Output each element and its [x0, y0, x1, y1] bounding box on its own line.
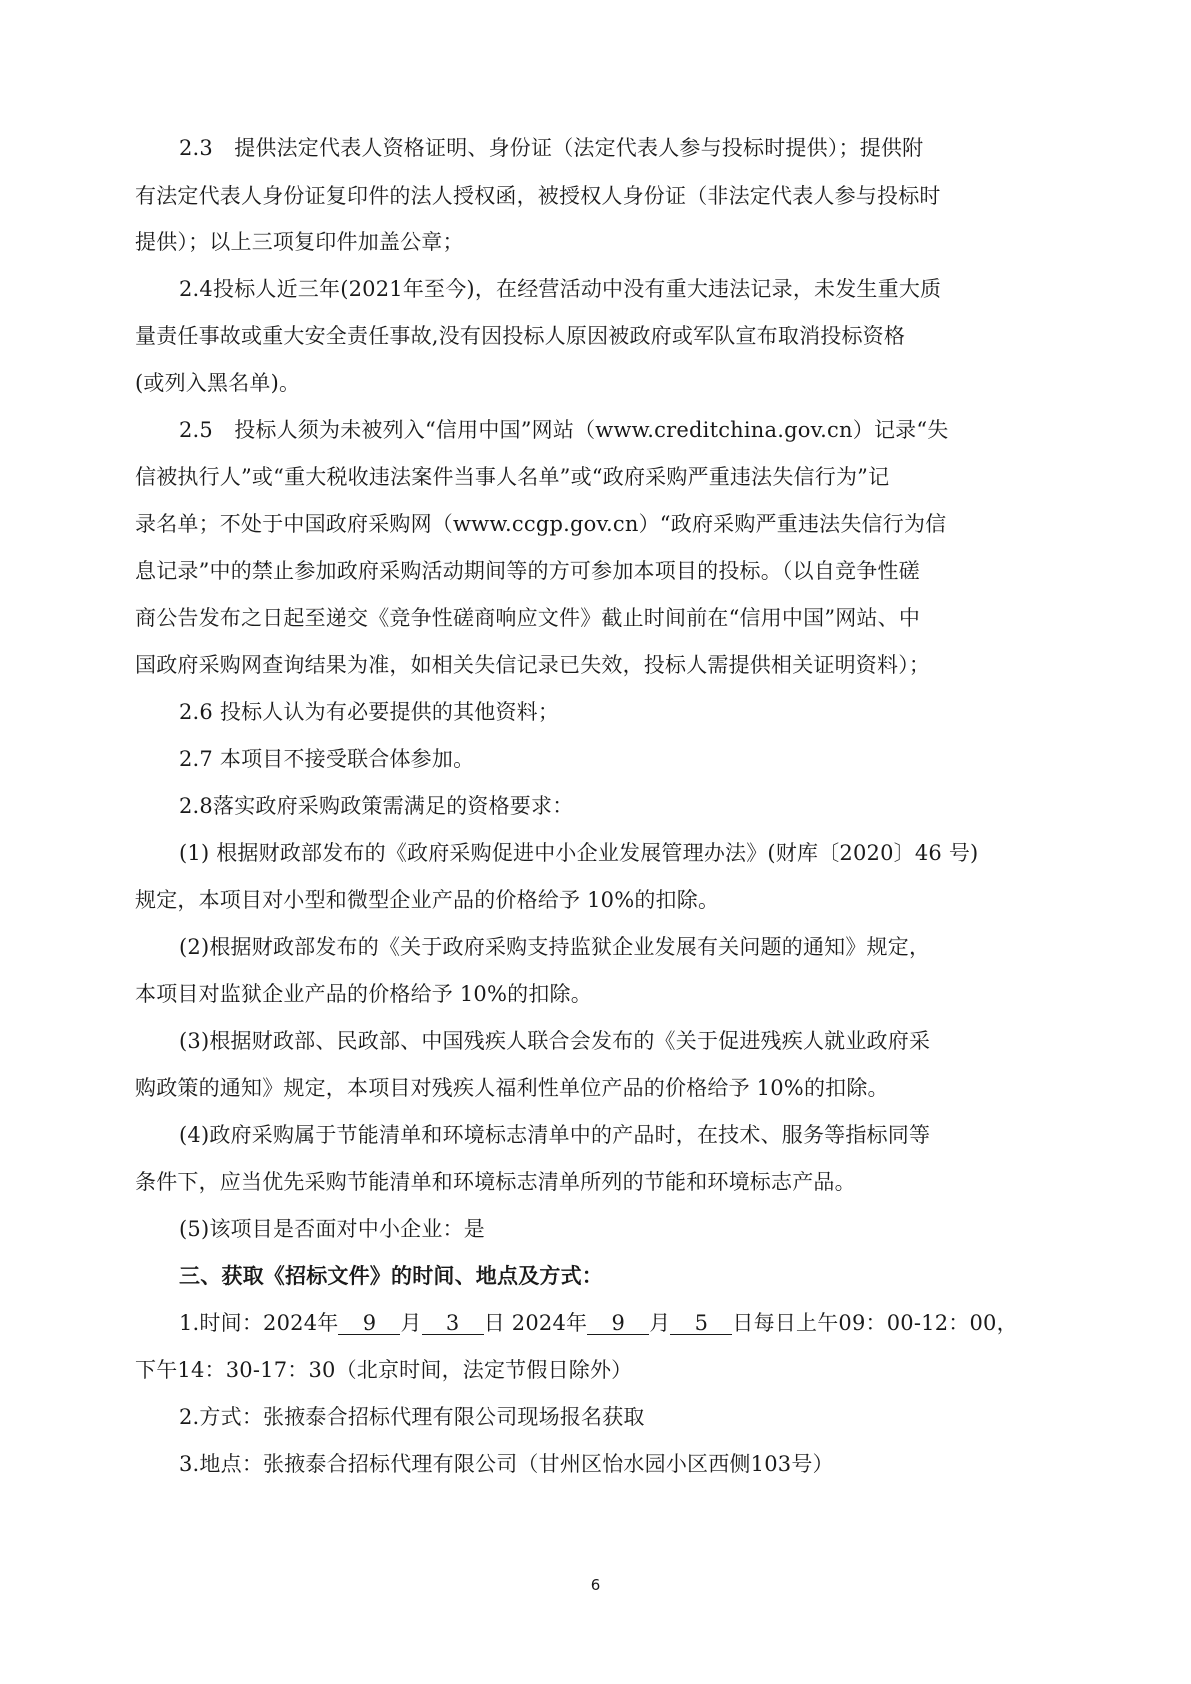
- month-char-2: 月: [649, 1311, 671, 1335]
- paragraph-2-5-line-6: 国政府采购网查询结果为准，如相关失信记录已失效，投标人需提供相关证明资料）；: [135, 653, 931, 677]
- policy-1-line-1: (1) 根据财政部发布的《政府采购促进中小企业发展管理办法》(财库〔2020〕46 号): [179, 841, 979, 865]
- paragraph-2-5-line-3: 录名单；不处于中国政府采购网（www.ccgp.gov.cn）“政府采购严重违法失信行为信: [135, 512, 947, 536]
- policy-5: (5)该项目是否面对中小企业：是: [179, 1217, 485, 1241]
- paragraph-2-3-line-1: 2.3 提供法定代表人资格证明、身份证（法定代表人参与投标时提供）；提供附: [179, 136, 924, 160]
- paragraph-2-4-line-1: 2.4投标人近三年(2021年至今)，在经营活动中没有重大违法记录，未发生重大质: [179, 277, 942, 301]
- month-char-1: 月: [400, 1311, 422, 1335]
- paragraph-2-7: 2.7 本项目不接受联合体参加。: [179, 747, 475, 771]
- paragraph-2-4-line-2: 量责任事故或重大安全责任事故,没有因投标人原因被政府或军队宣布取消投标资格: [135, 324, 906, 348]
- paragraph-2-5-line-4: 息记录”中的禁止参加政府采购活动期间等的方可参加本项目的投标。（以自竞争性磋: [135, 559, 920, 583]
- section-3-heading: 三、获取《招标文件》的时间、地点及方式：: [179, 1263, 603, 1288]
- time-line: [179, 1311, 1018, 1335]
- end-day: 5: [670, 1312, 732, 1335]
- paragraph-2-8: 2.8落实政府采购政策需满足的资格要求：: [179, 794, 574, 818]
- paragraph-2-5-line-5: 商公告发布之日起至递交《竞争性磋商响应文件》截止时间前在“信用中国”网站、中: [135, 606, 921, 630]
- policy-3-line-1: (3)根据财政部、民政部、中国残疾人联合会发布的《关于促进残疾人就业政府采: [179, 1029, 931, 1053]
- policy-4-line-2: 条件下，应当优先采购节能清单和环境标志清单所列的节能和环境标志产品。: [135, 1170, 856, 1194]
- time-prefix: 1.时间：2024年: [179, 1311, 339, 1335]
- time-line-2: 下午14：30-17：30（北京时间，法定节假日除外）: [135, 1358, 633, 1382]
- mid-text: 日 2024年: [483, 1311, 588, 1335]
- policy-2-line-1: (2)根据财政部发布的《关于政府采购支持监狱企业发展有关问题的通知》规定，: [179, 935, 931, 959]
- start-day: 3: [422, 1312, 484, 1335]
- paragraph-2-3-line-3: 提供）；以上三项复印件加盖公章；: [135, 230, 464, 254]
- time-suffix: 日每日上午09：00-12：00，: [732, 1311, 1018, 1335]
- policy-4-line-1: (4)政府采购属于节能清单和环境标志清单中的产品时，在技术、服务等指标同等: [179, 1123, 931, 1147]
- paragraph-2-3-line-2: 有法定代表人身份证复印件的法人授权函，被授权人身份证（非法定代表人参与投标时: [135, 184, 941, 208]
- page-number: 6: [590, 1576, 601, 1594]
- paragraph-2-5-line-2: 信被执行人”或“重大税收违法案件当事人名单”或“政府采购严重违法失信行为”记: [135, 465, 890, 489]
- policy-2-line-2: 本项目对监狱企业产品的价格给予 10%的扣除。: [135, 982, 592, 1006]
- paragraph-2-5-line-1: 2.5 投标人须为未被列入“信用中国”网站（www.creditchina.gov.cn）记录“失: [179, 418, 949, 442]
- start-month: 9: [338, 1312, 400, 1335]
- paragraph-2-6: 2.6 投标人认为有必要提供的其他资料；: [179, 700, 560, 724]
- location-line: 3.地点：张掖泰合招标代理有限公司（甘州区怡水园小区西侧103号）: [179, 1452, 834, 1476]
- policy-3-line-2: 购政策的通知》规定，本项目对残疾人福利性单位产品的价格给予 10%的扣除。: [135, 1076, 889, 1100]
- policy-1-line-2: 规定，本项目对小型和微型企业产品的价格给予 10%的扣除。: [135, 888, 720, 912]
- method-line: 2.方式：张掖泰合招标代理有限公司现场报名获取: [179, 1405, 645, 1429]
- end-month: 9: [587, 1312, 649, 1335]
- paragraph-2-4-line-3: (或列入黑名单)。: [135, 371, 301, 395]
